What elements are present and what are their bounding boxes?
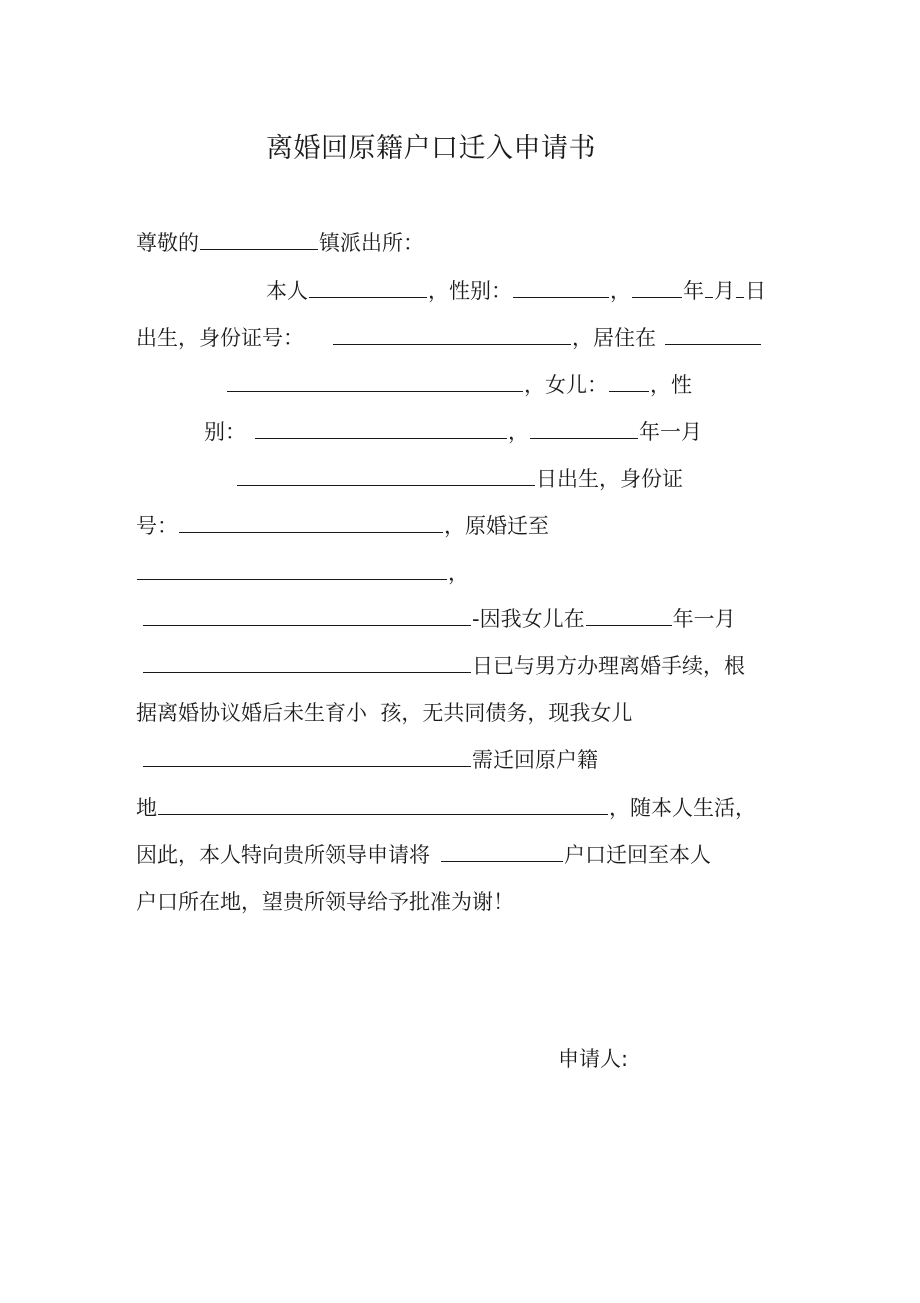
line-1-text-c: ， <box>610 279 631 303</box>
line-6-text-a: 号： <box>136 514 178 538</box>
line-3-text-a: ，女儿： <box>524 373 608 397</box>
line-12-text-a: 地 <box>136 796 157 820</box>
marriage-destination-blank <box>137 559 447 580</box>
line-2-text-b: ，居住在 <box>572 326 656 350</box>
line-4-text-a: 别： <box>204 420 246 444</box>
town-blank <box>200 229 318 250</box>
daughter-name-2-blank <box>143 746 471 767</box>
line-8 <box>142 604 736 634</box>
line-1-text-a: 本人 <box>266 279 308 303</box>
id-number-blank <box>333 324 571 345</box>
gender-blank <box>513 277 609 298</box>
line-1-text-b: ，性别： <box>428 279 512 303</box>
line-13-text-b: 户口迁回至本人 <box>564 843 711 867</box>
line-4 <box>204 417 702 447</box>
line-4-text-c: 年一月 <box>639 420 702 444</box>
line-14-text-a: 户口所在地，望贵所领导给予批准为谢！ <box>136 890 514 914</box>
line-4-text-b: ， <box>508 420 529 444</box>
line-12 <box>136 793 756 823</box>
line-1-text-f: 日 <box>745 279 766 303</box>
line-14 <box>136 887 514 917</box>
daughter-name-blank <box>609 371 649 392</box>
line-12-text-b: ，随本人生活， <box>609 796 756 820</box>
residence-cont-blank <box>227 371 523 392</box>
line-13-text-a: 因此，本人特向贵所领导申请将 <box>136 843 430 867</box>
daughter-birth-year-blank <box>530 418 638 439</box>
line-2 <box>136 323 762 353</box>
birth-month-blank <box>705 277 713 298</box>
salutation-line <box>136 228 424 258</box>
birth-day-blank <box>736 277 744 298</box>
daughter-id-blank <box>179 512 443 533</box>
line-5-text-a: 日出生，身份证 <box>536 467 683 491</box>
line-8-text-b: 年一月 <box>672 607 736 631</box>
line-11 <box>142 745 598 775</box>
birth-year-blank <box>632 277 682 298</box>
salutation-suffix: 镇派出所： <box>319 231 424 255</box>
daughter-gender-blank <box>255 418 507 439</box>
line-6 <box>136 511 549 541</box>
original-domicile-blank <box>158 794 608 815</box>
line-9-text-a: 日已与男方办理离婚手续，根 <box>472 654 745 678</box>
line-7-text-a: ， <box>448 561 469 585</box>
signature-line <box>558 1044 628 1074</box>
line-7 <box>136 558 469 588</box>
divorce-year-blank <box>586 605 672 626</box>
line-3 <box>226 370 692 400</box>
line-1-text-d: 年 <box>683 279 704 303</box>
line-11-text-a: 需迁回原户籍 <box>472 748 598 772</box>
divorce-month-day-blank <box>143 652 471 673</box>
line-13 <box>136 840 711 870</box>
marriage-destination-cont-blank <box>143 605 471 626</box>
line-5 <box>236 464 683 494</box>
applicant-label: 申请人: <box>558 1047 629 1071</box>
line-9 <box>142 651 745 681</box>
salutation-text: 尊敬的 <box>136 231 199 255</box>
line-1-text-e: 月 <box>714 279 735 303</box>
line-10 <box>136 698 632 728</box>
line-1 <box>266 276 766 306</box>
name-blank <box>309 277 427 298</box>
document-title: 离婚回原籍户口迁入申请书 <box>266 133 596 164</box>
line-6-text-b: ，原婚迁至 <box>444 514 549 538</box>
line-8-text-a: -因我女儿在 <box>472 607 585 631</box>
line-10-text-a: 据离婚协议婚后未生育小 孩，无共同债务，现我女儿 <box>136 701 633 725</box>
residence-blank <box>665 324 761 345</box>
daughter-birth-month-blank <box>237 465 535 486</box>
line-2-text-a: 出生，身份证号： <box>136 326 304 350</box>
line-3-text-b: ，性 <box>650 373 692 397</box>
migrant-name-blank <box>441 841 563 862</box>
